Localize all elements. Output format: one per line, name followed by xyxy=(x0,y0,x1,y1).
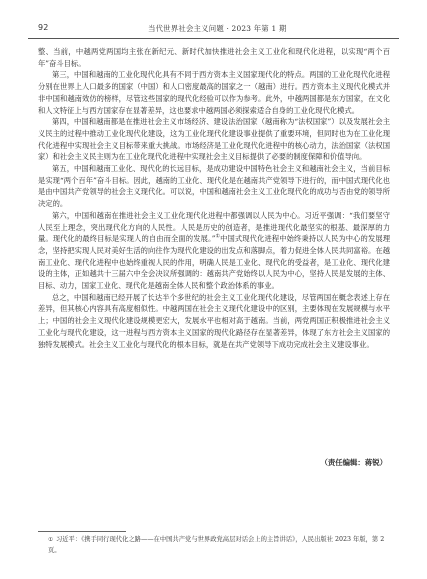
paragraph-point-three: 第三，中国和越南的工业化现代化具有不同于西方资本主义国家现代化的特点。两国的工业化现代化进程分别在世界上人口最多的国家（中国）和人口密度最高的国家之一（越南）进行。西方资本主义现代化模式并非中国和越南效仿的榜样，尽管这些国家的现代化经验可以作为参考。此外，中越两国都是东方国家，在文化和人文特征上与西方国家存在显著差异，这也要求中越两国必须探索适合自身的工业化现代化模式。 xyxy=(38,70,390,115)
running-header xyxy=(28,22,399,36)
footnote-divider xyxy=(38,531,126,532)
paragraph-conclusion: 总之，中国和越南已经开展了长达半个多世纪的社会主义工业化现代化建设，尽管两国在概念表述上存在差异，但其核心内容具有高度相似性。中越两国在社会主义现代化建设中的区别，主要体现在发展规模与水平上；中国的社会主义现代化建设规模更宏大，发展水平也相对高于越南。当前，两党两国正积极推进社会主义工业化与现代化建设，这一进程与西方资本主义国家的现代化路径存在显著差异，体现了东方社会主义国家的独特发展模式。社会主义工业化与现代化的根本目标，就是在共产党领导下成功完成社会主义建设事业。 xyxy=(38,292,390,349)
footnote xyxy=(48,535,388,555)
footnote-reference[interactable]: ① xyxy=(215,233,221,240)
paragraph-continuation: 整、当前，中越两党两国均主张在新纪元、新时代加快推进社会主义工业化和现代化进程，以实现“两个百年”奋斗目标。 xyxy=(38,47,390,68)
footnote-mark: ① xyxy=(48,537,53,543)
paragraph-point-five: 第五，中国和越南工业化、现代化的长远目标，是成功建设中国特色社会主义和越南社会主义，当前目标是实现“两个百年”奋斗目标。因此，越南的工业化、现代化是在越南共产党领导下进行的，而中国式现代化也是由中国共产党领导的社会主义现代化。可以说，中国和越南社会主义工业化现代化的成功与否由党的领导所决定的。 xyxy=(38,164,390,209)
responsible-editor: （责任编辑：蒋锐） xyxy=(320,458,387,467)
paragraph-point-four: 第四，中国和越南都是在推进社会主义市场经济、建设法治国家（越南称为“法权国家”）以及发展社会主义民主的过程中推动工业化现代化建设，这为工业化现代化建设事业提供了重要环境，但同时也为在工业化现代化进程中实现社会主义目标带来重大挑战。市场经济是工业化现代化进程中的核心动力，法治国家（法权国家）和社会主义民主则为在工业化现代化进程中实现社会主义目标提供了必要的制度保障和价值导向。 xyxy=(38,117,390,162)
header-divider xyxy=(28,38,399,39)
page-number: 92 xyxy=(38,23,49,32)
article-body xyxy=(38,46,390,350)
footnote-text: 习近平：《携手同行现代化之路——在中国共产党与世界政党高层对话会上的主旨讲话》，人民出版社 2023 年版，第 2 页。 xyxy=(48,536,385,554)
paragraph-point-six xyxy=(38,210,390,292)
paragraph-point-six-text: 第六，中国和越南在推进社会主义工业化现代化进程中都强调以人民为中心。习近平强调：“我们要坚守人民至上理念，突出现代化方向的人民性。人民是历史的创造者，是推进现代化最坚实的根基、最深厚的力量。现代化的最终目标是实现人的自由而全面的发展。” xyxy=(38,210,390,244)
journal-title: 当代世界社会主义问题 · 2023 年第 1 期 xyxy=(148,24,287,33)
paragraph-point-six-text-continued: 中国式现代化进程中始终秉持以人民为中心的发展理念，坚持把实现人民对美好生活的向往作为现代化建设的出发点和落脚点，着力促进全体人民共同富裕。在越南工业化、现代化进程中也始终重视人民的作用，明确人民是工业化、现代化的受益者，是工业化、现代化建设的主体，正如越共十三届六中全会决议所强调的：越南共产党始终以人民为中心，坚持人民是发展的主体、目标、动力，国家工业化、现代化是越南全体人民和整个政治体系的事业。 xyxy=(38,234,390,291)
